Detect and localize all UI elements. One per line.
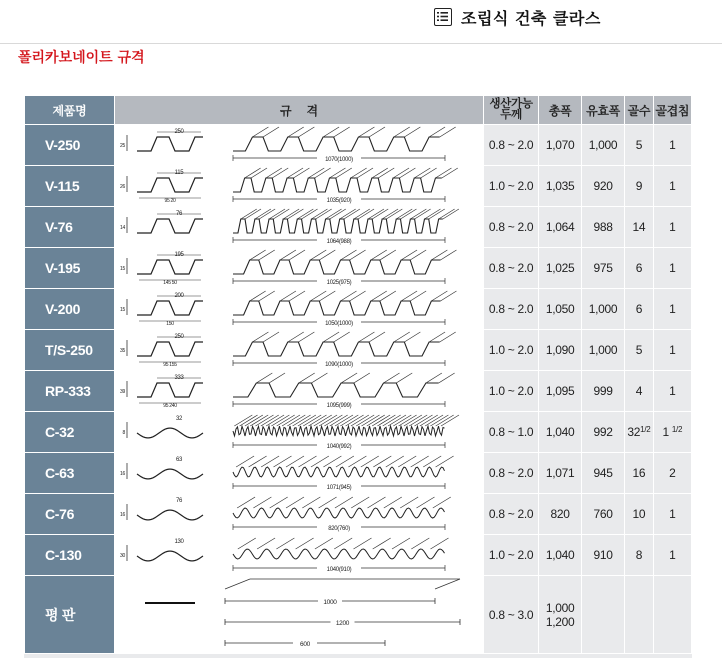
effective-width-cell: 945 bbox=[581, 453, 624, 494]
profile-height-label: 30 bbox=[119, 553, 125, 559]
sheet-width-label: 1095(999) bbox=[326, 403, 352, 409]
product-name: 평 판 bbox=[25, 576, 115, 654]
profile-pitch-label: 250 bbox=[174, 334, 184, 340]
profile-pitch-label: 130 bbox=[174, 539, 184, 545]
effective-width-cell: 920 bbox=[581, 166, 624, 207]
table-row bbox=[25, 125, 692, 166]
overlap-cell: 1 bbox=[653, 535, 691, 576]
table-row bbox=[25, 412, 692, 453]
corrugations-cell: 10 bbox=[625, 494, 653, 535]
corrugations-cell: 5 bbox=[625, 125, 653, 166]
profile-pitch-label: 195 bbox=[174, 252, 184, 258]
profile-pitch-label: 115 bbox=[174, 170, 184, 176]
profile-height-label: 15 bbox=[119, 266, 125, 272]
thickness-cell: 0.8 ~ 2.0 bbox=[483, 125, 539, 166]
effective-width-cell bbox=[581, 576, 624, 654]
corrugations-cell bbox=[625, 576, 653, 654]
product-name: RP-333 bbox=[25, 371, 115, 412]
sheet-width-label: 1035(920) bbox=[326, 198, 352, 204]
corrugations-cell: 4 bbox=[625, 371, 653, 412]
sheet-width-label: 1070(1000) bbox=[325, 157, 353, 163]
sheet-width-label: 1050(1000) bbox=[325, 321, 353, 327]
table-row bbox=[25, 289, 692, 330]
flat-size-label: 600 bbox=[299, 640, 310, 648]
sheet-width-label: 1090(1000) bbox=[325, 362, 353, 368]
effective-width-cell: 988 bbox=[581, 207, 624, 248]
profile-sub-label: 150 bbox=[166, 321, 174, 327]
col-header-thickness: 생산가능 두께 bbox=[483, 96, 539, 125]
overlap-cell: 1 bbox=[653, 207, 691, 248]
product-name: C-63 bbox=[25, 453, 115, 494]
sheet-width-label: 1040(992) bbox=[326, 444, 352, 450]
profile-drawing bbox=[114, 289, 483, 330]
table-row bbox=[25, 535, 692, 576]
page-title[interactable]: 조립식 건축 클라스 bbox=[461, 9, 601, 28]
profile-drawing bbox=[114, 371, 483, 412]
col-header-total-width: 총폭 bbox=[539, 96, 581, 125]
profile-sub-label: 145 50 bbox=[163, 280, 177, 286]
section-title: 폴리카보네이트 규격 bbox=[18, 50, 145, 66]
corrugations-cell: 6 bbox=[625, 289, 653, 330]
corrugations-cell: 16 bbox=[625, 453, 653, 494]
overlap-cell: 1 bbox=[653, 330, 691, 371]
profile-height-label: 16 bbox=[119, 512, 125, 518]
corrugations-cell: 6 bbox=[625, 248, 653, 289]
col-header-spec: 규 격 bbox=[114, 96, 483, 125]
overlap-cell: 1 $^{1/2}$ bbox=[653, 412, 691, 453]
effective-width-cell: 1,000 bbox=[581, 289, 624, 330]
product-name: C-32 bbox=[25, 412, 115, 453]
table-row bbox=[25, 494, 692, 535]
profile-pitch-label: 200 bbox=[174, 293, 184, 299]
total-width-cell: 1,090 bbox=[539, 330, 581, 371]
overlap-cell: 1 bbox=[653, 125, 691, 166]
table-row bbox=[25, 453, 692, 494]
thickness-cell: 0.8 ~ 1.0 bbox=[483, 412, 539, 453]
overlap-cell: 1 bbox=[653, 289, 691, 330]
sheet-width-label: 1025(975) bbox=[326, 280, 352, 286]
total-width-cell: 1,095 bbox=[539, 371, 581, 412]
total-width-cell: 1,025 bbox=[539, 248, 581, 289]
profile-drawing bbox=[114, 494, 483, 535]
profile-pitch-label: 32 bbox=[175, 416, 182, 422]
effective-width-cell: 992 bbox=[581, 412, 624, 453]
flat-size-label: 1200 bbox=[335, 619, 350, 627]
col-header-product: 제품명 bbox=[25, 96, 115, 125]
profile-sub-label: 95 20 bbox=[164, 198, 176, 204]
table-row bbox=[25, 330, 692, 371]
profile-height-label: 8 bbox=[122, 430, 125, 436]
overlap-cell: 1 bbox=[653, 371, 691, 412]
sheet-width-label: 1040(910) bbox=[326, 567, 352, 573]
total-width-cell: 1,071 bbox=[539, 453, 581, 494]
sheet-width-label: 820(760) bbox=[328, 526, 350, 532]
effective-width-cell: 1,000 bbox=[581, 330, 624, 371]
profile-drawing bbox=[114, 248, 483, 289]
thickness-cell: 1.0 ~ 2.0 bbox=[483, 535, 539, 576]
spec-table bbox=[24, 95, 692, 658]
profile-pitch-label: 76 bbox=[175, 498, 182, 504]
profile-pitch-label: 63 bbox=[175, 457, 182, 463]
profile-pitch-label: 333 bbox=[174, 375, 184, 381]
product-name: C-130 bbox=[25, 535, 115, 576]
profile-height-label: 35 bbox=[119, 348, 125, 354]
corrugations-cell: 9 bbox=[625, 166, 653, 207]
table-row-flat bbox=[25, 576, 692, 654]
profile-drawing bbox=[114, 330, 483, 371]
thickness-cell: 0.8 ~ 2.0 bbox=[483, 289, 539, 330]
profile-pitch-label: 250 bbox=[174, 129, 184, 135]
total-width-cell: 1,000 1,200 bbox=[539, 576, 581, 654]
col-header-overlap: 골겹침 bbox=[653, 96, 691, 125]
profile-height-label: 16 bbox=[119, 471, 125, 477]
thickness-cell: 0.8 ~ 2.0 bbox=[483, 207, 539, 248]
profile-drawing bbox=[114, 535, 483, 576]
profile-drawing bbox=[114, 453, 483, 494]
profile-drawing bbox=[114, 207, 483, 248]
thickness-cell: 0.8 ~ 3.0 bbox=[483, 576, 539, 654]
effective-width-cell: 1,000 bbox=[581, 125, 624, 166]
corrugations-cell: 5 bbox=[625, 330, 653, 371]
thickness-cell: 0.8 ~ 2.0 bbox=[483, 248, 539, 289]
effective-width-cell: 999 bbox=[581, 371, 624, 412]
table-row bbox=[25, 166, 692, 207]
product-name: V-250 bbox=[25, 125, 115, 166]
thickness-cell: 1.0 ~ 2.0 bbox=[483, 371, 539, 412]
col-header-corrugations: 골수 bbox=[625, 96, 653, 125]
thickness-cell: 0.8 ~ 2.0 bbox=[483, 453, 539, 494]
table-row bbox=[25, 248, 692, 289]
profile-height-label: 14 bbox=[119, 225, 125, 231]
list-icon[interactable] bbox=[434, 8, 452, 26]
total-width-cell: 1,070 bbox=[539, 125, 581, 166]
sheet-width-label: 1064(988) bbox=[326, 239, 352, 245]
profile-height-label: 26 bbox=[119, 184, 125, 190]
total-width-cell: 1,040 bbox=[539, 412, 581, 453]
flat-size-label: 1000 bbox=[323, 598, 337, 606]
total-width-cell: 1,064 bbox=[539, 207, 581, 248]
total-width-cell: 1,040 bbox=[539, 535, 581, 576]
flat-drawing bbox=[114, 576, 483, 654]
effective-width-cell: 910 bbox=[581, 535, 624, 576]
total-width-cell: 820 bbox=[539, 494, 581, 535]
overlap-cell: 1 bbox=[653, 494, 691, 535]
overlap-cell: 1 bbox=[653, 166, 691, 207]
profile-height-label: 15 bbox=[119, 307, 125, 313]
table-header-row bbox=[25, 96, 692, 125]
product-name: V-115 bbox=[25, 166, 115, 207]
product-name: V-195 bbox=[25, 248, 115, 289]
product-name: C-76 bbox=[25, 494, 115, 535]
profile-height-label: 39 bbox=[119, 389, 125, 395]
total-width-cell: 1,035 bbox=[539, 166, 581, 207]
product-name: V-200 bbox=[25, 289, 115, 330]
profile-sub-label: 95 155 bbox=[163, 362, 177, 368]
product-name: V-76 bbox=[25, 207, 115, 248]
table-row bbox=[25, 207, 692, 248]
profile-drawing bbox=[114, 412, 483, 453]
effective-width-cell: 760 bbox=[581, 494, 624, 535]
profile-height-label: 25 bbox=[119, 143, 125, 149]
corrugations-cell: 14 bbox=[625, 207, 653, 248]
corrugations-cell: $32^{1/2}$ bbox=[625, 412, 653, 453]
overlap-cell: 2 bbox=[653, 453, 691, 494]
profile-drawing bbox=[114, 125, 483, 166]
top-bar bbox=[0, 0, 722, 44]
thickness-cell: 1.0 ~ 2.0 bbox=[483, 166, 539, 207]
col-header-effective-width: 유효폭 bbox=[581, 96, 624, 125]
profile-pitch-label: 76 bbox=[175, 211, 182, 217]
overlap-cell bbox=[653, 576, 691, 654]
product-name: T/S-250 bbox=[25, 330, 115, 371]
total-width-cell: 1,050 bbox=[539, 289, 581, 330]
effective-width-cell: 975 bbox=[581, 248, 624, 289]
thickness-cell: 1.0 ~ 2.0 bbox=[483, 330, 539, 371]
sheet-width-label: 1071(945) bbox=[326, 485, 352, 491]
thickness-cell: 0.8 ~ 2.0 bbox=[483, 494, 539, 535]
corrugations-cell: 8 bbox=[625, 535, 653, 576]
overlap-cell: 1 bbox=[653, 248, 691, 289]
table-row bbox=[25, 371, 692, 412]
profile-drawing bbox=[114, 166, 483, 207]
profile-sub-label: 95 240 bbox=[163, 403, 177, 409]
